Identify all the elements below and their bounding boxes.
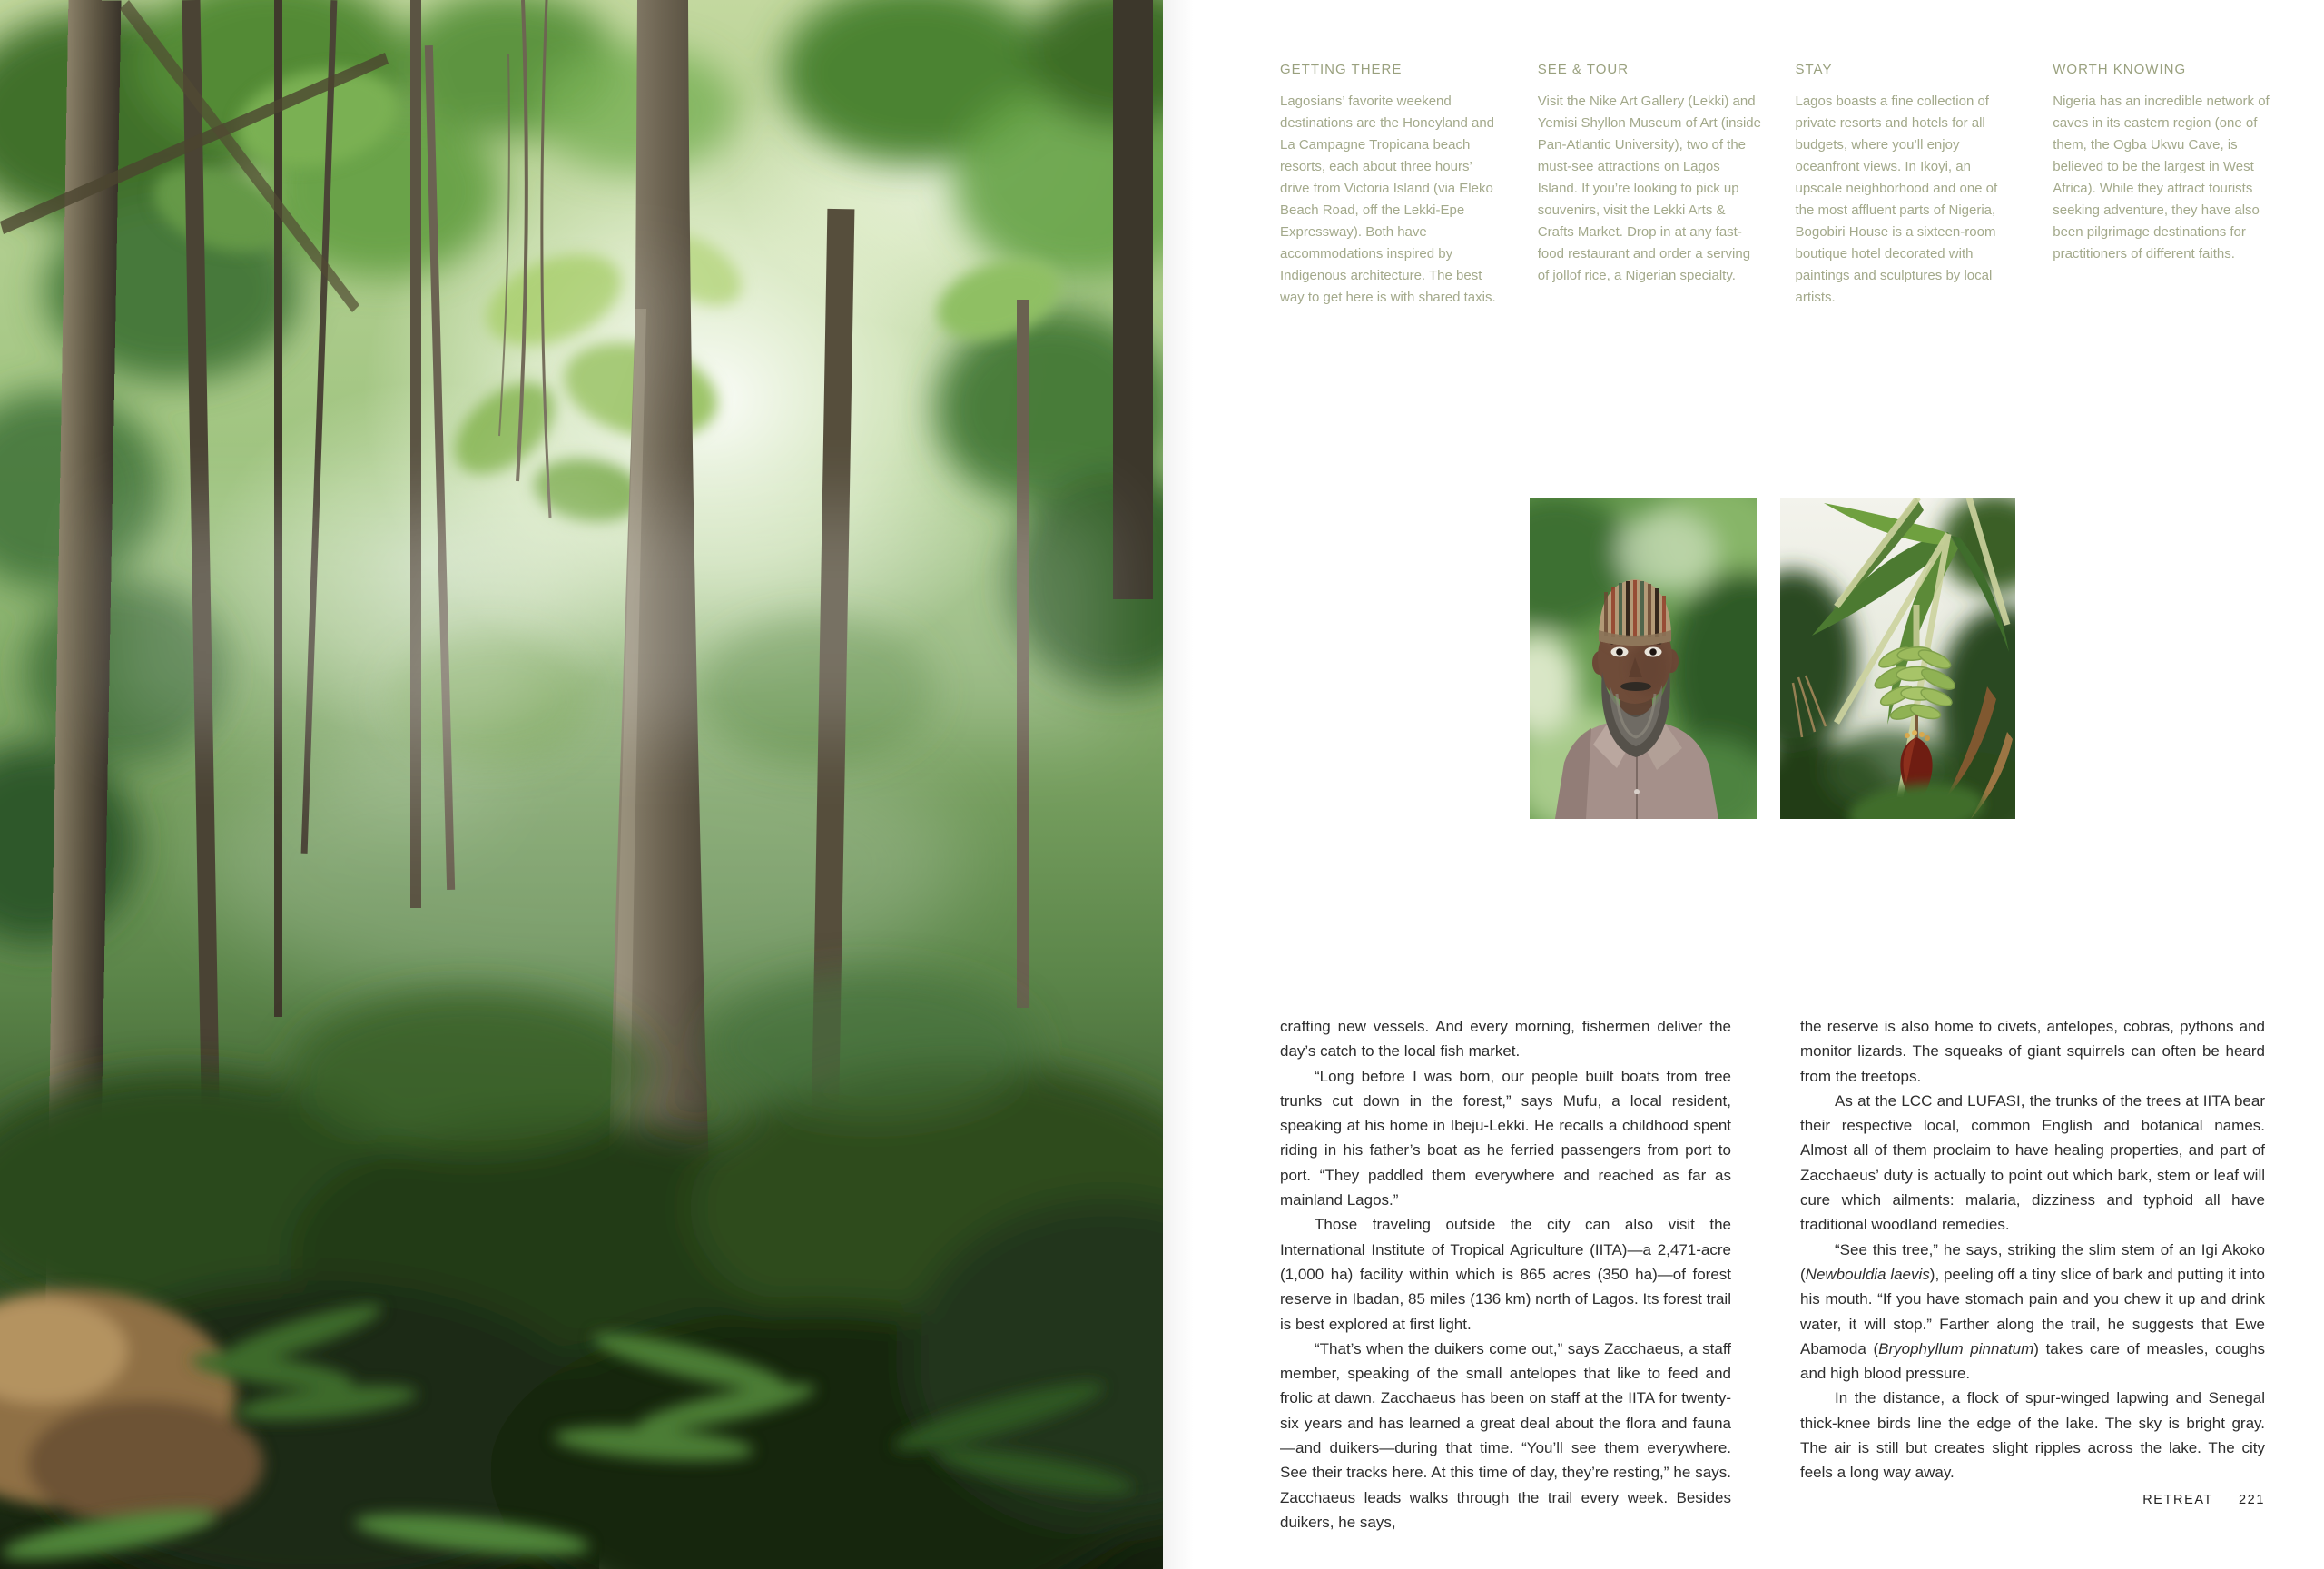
article-column-left	[1280, 1014, 1731, 1534]
footer-page-number: 221	[2239, 1493, 2265, 1507]
info-heading: GETTING THERE	[1280, 62, 1403, 77]
article-paragraph: As at the LCC and LUFASI, the trunks of the trees at IITA bear their respective local, common English and botanical names. Almost all of them proclaim to have healing properties, and part of Zacchaeus’ duty is actually to point out which bark, stem or leaf will cure which ailments: malaria, dizziness and typhoid all have traditional woodland remedies.	[1800, 1091, 2265, 1234]
page-footer	[1800, 1493, 2265, 1507]
banana-photo-illustration	[1780, 498, 2015, 819]
article-paragraph: Those traveling outside the city can also visit the International Institute of Tropical Agriculture (IITA)—a 2,471-acre (1,000 ha) facility within which is 865 acres (350 ha)—of forest reserve in Ibadan, 85 miles (136 km) north of Lagos. Its forest trail is best explored at first light.	[1280, 1216, 1731, 1333]
article-paragraph: In the distance, a flock of spur-winged lapwing and Senegal thick-knee birds line the edge of the lake. The sky is bright gray. The air is still but creates slight ripples across the lake. The city feels a long way away.	[1800, 1389, 2265, 1482]
info-column-getting-there	[1280, 62, 1504, 309]
info-column-stay	[1796, 62, 2020, 309]
article-paragraph: “Long before I was born, our people built boats from tree trunks cut down in the forest,” says Mufu, a local resident, speaking at his home in Ibeju-Lekki. He recalls a childhood spent riding in his father’s boat as he ferried passengers from port to port. “They paddled them everywhere and reached as far as mainland Lagos.”	[1280, 1067, 1731, 1209]
article-paragraph: “That’s when the duikers come out,” says Zacchaeus, a staff member, speaking of the small antelopes that like to feed and frolic at dawn. Zacchaeus has been on staff at the IITA for twenty-six years and has learned a great deal about the flora and fauna—and duikers—during that time. “You’ll see them everywhere. See their tracks here. At this time of day, they’re resting,” he says. Zacchaeus leads walks through the trail every week. Besides duikers, he says,	[1280, 1339, 1731, 1531]
info-column-see-tour	[1538, 62, 1762, 309]
banana-photo	[1780, 498, 2015, 819]
info-column-worth-knowing	[2053, 62, 2277, 309]
portrait-photo-illustration	[1530, 498, 1757, 819]
info-body: Lagosians’ favorite weekend destinations are the Honeyland and La Campagne Tropicana beach resorts, each about three hours’ drive from Victoria Island (via Eleko Beach Road, off the Lekki-Epe Expressway). Both have accommodations inspired by Indigenous architecture. The best way to get here is with shared taxis.	[1280, 94, 1496, 305]
article-paragraph: the reserve is also home to civets, antelopes, cobras, pythons and monitor lizards. The squeaks of giant squirrels can often be heard from the treetops.	[1800, 1018, 2265, 1085]
article-paragraph: “See this tree,” he says, striking the slim stem of an Igi Akoko (Newbouldia laevis), peeling off a tiny slice of bark and putting it into his mouth. “If you have stomach pain and you chew it up and drink water, it will stop.” Farther along the trail, he suggests that Ewe Abamoda (Bryophyllum pinnatum) takes care of measles, coughs and high blood pressure.	[1800, 1240, 2265, 1383]
info-body: Visit the Nike Art Gallery (Lekki) and Yemisi Shyllon Museum of Art (inside Pan-Atlantic University), two of the must-see attractions on Lagos Island. If you’re looking to pick up souvenirs, visit the Lekki Arts & Crafts Market. Drop in at any fast-food restaurant and order a serving of jollof rice, a Nigerian specialty.	[1537, 94, 1761, 283]
info-heading: STAY	[1795, 62, 1833, 77]
info-heading: WORTH KNOWING	[2053, 62, 2187, 77]
info-columns	[1280, 62, 2277, 309]
portrait-photo	[1530, 498, 1757, 819]
info-body: Lagos boasts a fine collection of private resorts and hotels for all budgets, where you’ll enjoy oceanfront views. In Ikoyi, an upscale neighborhood and one of the most affluent parts of Nigeria, Bogobiri House is a sixteen-room boutique hotel decorated with paintings and sculptures by local artists.	[1795, 94, 1998, 305]
footer-section-label: RETREAT	[2142, 1493, 2213, 1507]
page-gutter-shadow	[1163, 0, 1194, 1569]
info-heading: SEE & TOUR	[1537, 62, 1630, 77]
article-paragraph: crafting new vessels. And every morning, fishermen deliver the day’s catch to the local fish market.	[1280, 1018, 1731, 1061]
article-column-right	[1800, 1014, 2265, 1485]
info-body: Nigeria has an incredible network of caves in its eastern region (one of them, the Ogba Ukwu Cave, is believed to be the largest in West Africa). While they attract tourists seeking adventure, they have also been pilgrimage destinations for practitioners of different faiths.	[2053, 94, 2270, 262]
